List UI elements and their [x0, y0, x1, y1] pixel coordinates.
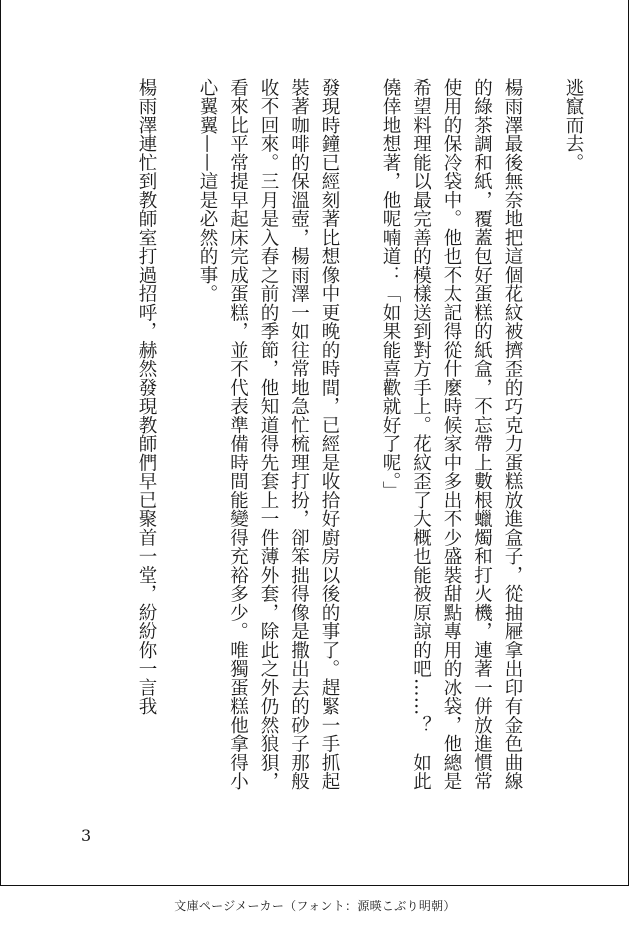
blank-line [344, 78, 375, 798]
blank-line [161, 78, 192, 798]
page-number: 3 [81, 826, 92, 845]
paragraph: 楊雨澤最後無奈地把這個花紋被擠歪的巧克力蛋糕放進盒子，從抽屜拿出印有金色曲線的綠茶調和紙，覆蓋包好蛋糕的紙盒，不忘帶上數根蠟燭和打火機，連著一併放進慣常使用的保冷袋中。他也不太記得從什麼時候家中多出不少盛裝甜點專用的冰袋，他總是希望料理能以最完善的模樣送到對方手上。花紋歪了大概也能被原諒的吧……？ 如此僥倖地想著，他呢喃道：「如果能喜歡就好了呢。」 [380, 78, 523, 791]
blank-line [527, 78, 558, 798]
paragraph: 發現時鐘已經刻著比想像中更晚的時間，已經是收拾好廚房以後的事了。趕緊一手抓起裝著咖啡的保溫壺，楊雨澤一如往常地急忙梳理打扮，卻笨拙得像是撒出去的砂子那般收不回來。三月是入春之前的季節，他知道得先套上一件薄外套，除此之外仍然狼狽，看來比平常提早起床完成蛋糕，並不代表準備時間能變得充裕多少。唯獨蛋糕他拿得小心翼翼——這是必然的事。 [197, 78, 340, 791]
paragraph: 逃竄而去。 [563, 78, 584, 172]
vertical-body-text [28, 78, 588, 798]
paragraph: 楊雨澤連忙到教師室打過招呼，赫然發現教師們早已聚首一堂，紛紛你一言我 [136, 78, 157, 716]
footer-credit: 文庫ページメーカー（フォント：源暎こぶり明朝） [174, 899, 456, 913]
